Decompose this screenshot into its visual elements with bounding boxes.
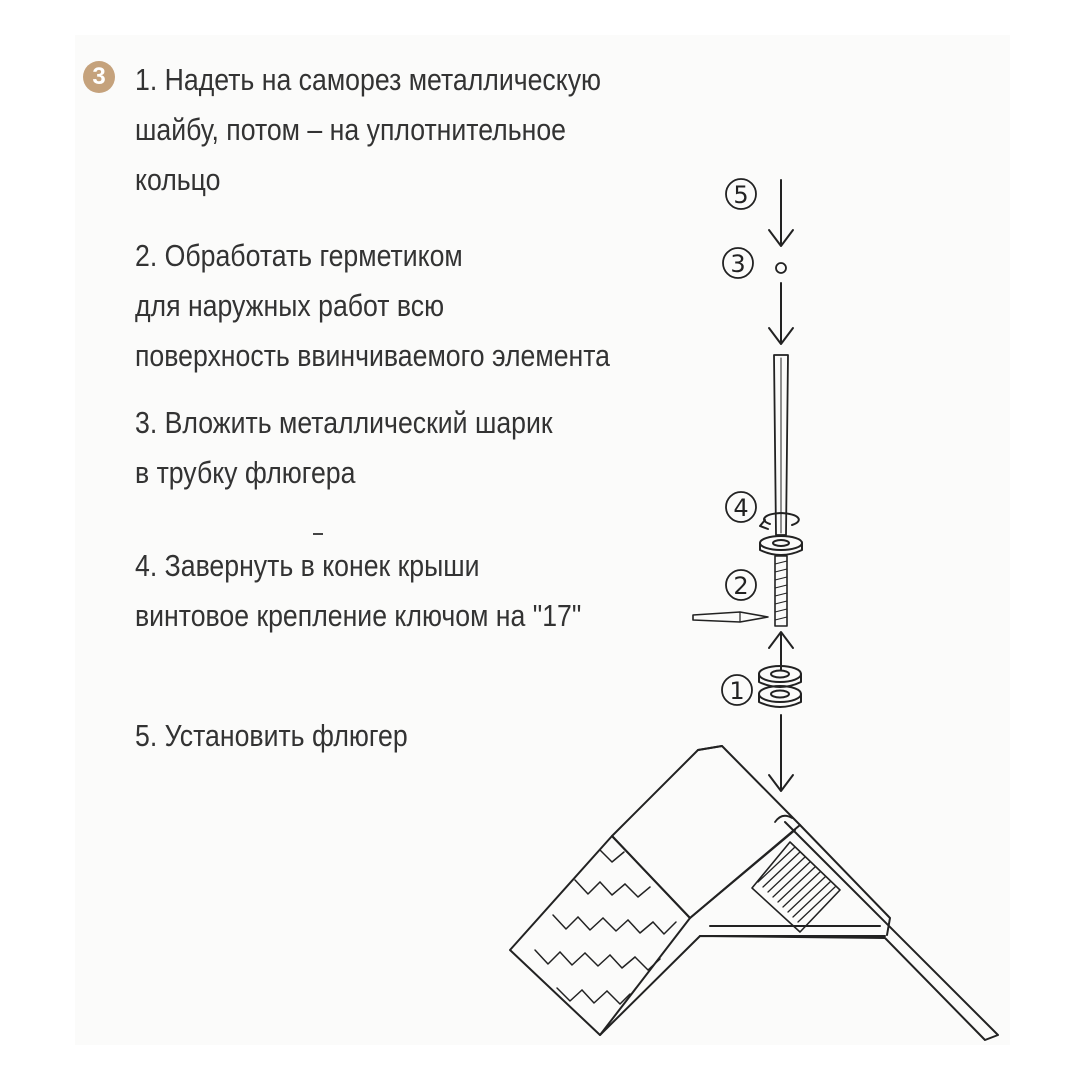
svg-text:4: 4 bbox=[733, 494, 749, 522]
rotation-arrow-icon bbox=[760, 513, 799, 529]
svg-text:1: 1 bbox=[729, 677, 745, 705]
instruction-2: 2. Обработать герметиком для наружных работ всю поверхность ввинчиваемого элемента bbox=[135, 238, 610, 373]
svg-text:3: 3 bbox=[730, 250, 746, 278]
threaded-screw bbox=[775, 556, 787, 626]
label-1-marker bbox=[722, 675, 752, 705]
down-arrow-top bbox=[769, 180, 793, 246]
sealant-tube-icon bbox=[693, 612, 768, 622]
down-arrow-middle bbox=[769, 283, 793, 344]
metal-ball bbox=[776, 263, 786, 273]
weathervane-tube bbox=[774, 355, 788, 535]
instruction-1: 1. Надеть на саморез металлическую шайбу, потом – на уплотнительное кольцо bbox=[135, 62, 602, 197]
up-arrow bbox=[769, 632, 793, 670]
step-number-badge: 3 bbox=[83, 61, 115, 93]
label-3-marker bbox=[723, 248, 753, 278]
svg-text:2: 2 bbox=[733, 572, 749, 600]
down-arrow-bottom bbox=[769, 715, 793, 791]
washer-and-seal-ring bbox=[759, 666, 801, 707]
label-2-marker bbox=[726, 570, 756, 600]
instruction-4: 4. Завернуть в конек крыши винтовое крепление ключом на "17" bbox=[135, 548, 582, 633]
roof-ridge bbox=[510, 746, 998, 1040]
label-4-marker bbox=[726, 492, 756, 522]
instruction-3: 3. Вложить металлический шарик в трубку флюгера bbox=[135, 405, 553, 490]
mounting-nut bbox=[760, 536, 802, 555]
label-5-marker bbox=[726, 179, 756, 209]
instruction-5: 5. Установить флюгер bbox=[135, 718, 408, 753]
svg-text:5: 5 bbox=[733, 181, 749, 209]
